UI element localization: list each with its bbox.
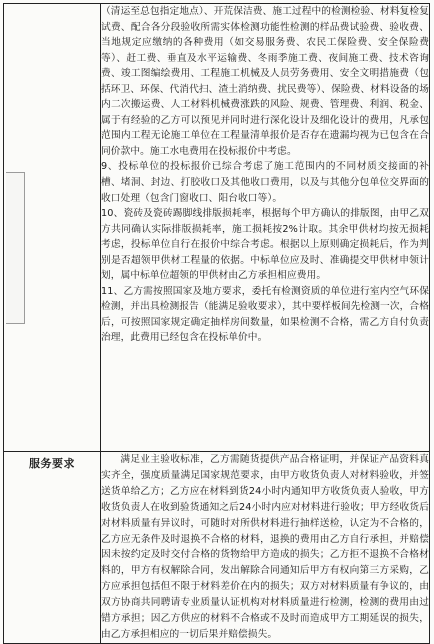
row-label-cell	[4, 4, 101, 452]
specification-table	[3, 3, 430, 644]
table-row	[4, 4, 430, 452]
paragraph-service-requirements: 满足业主验收标准，乙方需随货提供产品合格证明，并保证产品资料真实齐全，强度质量满足国家规范要求，由甲方收货负责人对材料验收，并签送货单给乙方；乙方应在材料到货24小时内通知甲方收货负责人验收，甲方收货负责人在收到验货通知之后24小时内应对材料进行验收；甲方经收货后对材料质量有异议时，可随时对所供材料进行抽样送检，认定为不合格的，乙方应无条件及时退换不合格的材料，退换的费用由乙方自行承担，并赔偿因未按约定及时交付合格的货物给甲方造成的损失；乙方拒不退换不合格材料的，甲方有权解除合同，发出解除合同通知后甲方有权向第三方采购，乙方应承担包括但不限于材料差价在内的损失；双方对材料质量有争议的，由双方协商共同聘请专业质量认证机构对材料质量进行检测，检测的费用由过错方承担；因乙方供应的材料不合格或不及时而造成甲方工期延误的损失，由乙方承担相应的一切后果并赔偿损失。	[101, 454, 429, 640]
service-requirements-label: 服务要求	[29, 457, 75, 470]
service-requirements-label-cell	[4, 452, 101, 644]
paragraph-item-10: 10、瓷砖及瓷砖踢脚线排版损耗率，根据每个甲方确认的排版图，由甲乙双方共同确认实际排版损耗率，施工损耗按2%计取。其余甲供材均按无损耗考虑，投标单位自行在报价中综合考虑。根据以上原则确定损耗后，作为判别是否超领甲供材工程量的依据。中标单位应及时、准确提交甲供材申领计划，属中标单位超领的甲供材由乙方承担相应费用。	[101, 208, 429, 282]
continued-section-content	[101, 4, 430, 452]
paragraph-fees-included: （清运至总包指定地点）、开荒保洁费、施工过程中的检测检验、材料复检复试费、配合各分段验收所需实体检测功能性检测的样品费试验费、验收费、当地规定应缴纳的各种费用（如交易服务费、农民工保险费、安全保险费等）、赶工费、垂直及水平运输费、冬雨季施工费、夜间施工费、技术咨询费、竣工图编绘费用、工程施工机械及人员劳务费用、安全文明措施费（包括环卫、环保、代消代扫、渣土消纳费、扰民费等）、保险费、材料设备的场内二次搬运费、人工材料机械费涨跌的风险、规费、管理费、利润、税金、属于有经验的乙方可以预见并同时进行深化设计及细化设计的费用，凡承包范围内工程无论施工单位在工程量清单报价是否存在遗漏均视为已包含在合同价款中。施工水电费用在投标报价中考虑。	[101, 6, 429, 157]
paragraph-item-11: 11、乙方需按照国家及地方要求，委托有检测资质的单位进行室内空气环保检测，并出具检测报告（能满足验收要求），其中要样板间先检测一次，合格后，可按照国家规定确定抽样房间数量，如果检测不合格，需乙方自付负责治理，此费用已经包含在投标单价中。	[101, 285, 429, 344]
table-row	[4, 452, 430, 644]
service-requirements-content	[101, 452, 430, 644]
paragraph-item-9: 9、投标单位的投标报价已综合考虑了施工范围内的不同材质交接面的补槽、堵洞、封边、打胶收口及其他收口费用，以及与其他分包单位交界面的收口处理（包含门窗收口、阳台收口等）。	[101, 161, 429, 204]
